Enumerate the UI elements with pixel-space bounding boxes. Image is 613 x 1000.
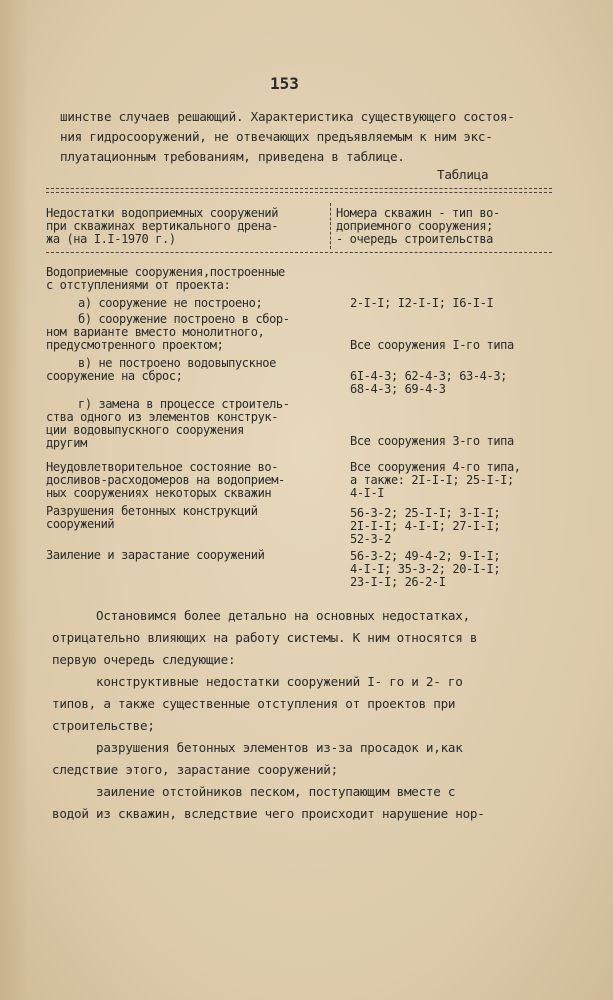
intro-line-1: шинстве случаев решающий. Характеристика существующего состоя- (60, 109, 515, 124)
header-bottom-rule (46, 252, 552, 253)
header-left-3: жа (на I.I-1970 г.) (46, 232, 176, 246)
intro-line-3: плуатационным требованиям, приведена в таблице. (60, 149, 405, 164)
row-f-right-1: 56-3-2; 25-I-I; 3-I-I; (350, 506, 501, 520)
table-top-rule (46, 188, 552, 189)
row-g-right-2: 4-I-I; 35-3-2; 20-I-I; (350, 562, 501, 576)
row-g-right-3: 23-I-I; 26-2-I (350, 575, 446, 589)
row-e-left-2: досливов-расходомеров на водоприем- (46, 473, 285, 487)
row-d-left-2: ства одного из элементов конструк- (46, 410, 279, 424)
header-left-1: Недостатки водоприемных сооружений (46, 206, 279, 220)
row-c-left-1: в) не построено водовыпускное (78, 356, 276, 370)
row-b-left-2: ном варианте вместо монолитного, (46, 325, 265, 339)
row-e-right-2: а также: 2I-I-I; 25-I-I; (350, 473, 514, 487)
body-line-1: Остановимся более детально на основных недостатках, (52, 608, 470, 623)
row-b-right-1: Все сооружения I-го типа (350, 338, 514, 352)
row-b-left-3: предусмотренного проектом; (46, 338, 224, 352)
row-c-left-2: сооружение на сброс; (46, 369, 183, 383)
header-column-separator (330, 203, 331, 249)
row-d-left-3: ции водовыпускного сооружения (46, 423, 244, 437)
row-c-right-1: 6I-4-3; 62-4-3; 63-4-3; (350, 369, 507, 383)
row-f-left-2: сооружений (46, 517, 115, 531)
body-line-8: следствие этого, зарастание сооружений; (52, 762, 338, 777)
row-e-right-1: Все сооружения 4-го типа, (350, 460, 521, 474)
table-caption: Таблица (437, 167, 489, 182)
row-f-right-2: 2I-I-I; 4-I-I; 27-I-I; (350, 519, 501, 533)
row-e-left-1: Неудовлетворительное состояние во- (46, 460, 279, 474)
row-d-left-4: другим (46, 436, 87, 450)
body-line-2: отрицательно влияющих на работу системы. К ним относятся в (52, 630, 478, 645)
group-title-2: с отступлениями от проекта: (46, 278, 231, 292)
row-d-right-1: Все сооружения 3-го типа (350, 434, 514, 448)
body-line-6: строительстве; (52, 718, 155, 733)
body-line-3: первую очередь следующие: (52, 652, 236, 667)
row-g-left-1: Заиление и зарастание сооружений (46, 548, 265, 562)
header-right-2: доприемного сооружения; (336, 219, 493, 233)
body-line-4: конструктивные недостатки сооружений I- го и 2- го (52, 674, 463, 689)
row-f-left-1: Разрушения бетонных конструкций (46, 504, 258, 518)
row-f-right-3: 52-3-2 (350, 532, 391, 546)
row-d-left-1: г) замена в процессе строитель- (78, 397, 290, 411)
header-right-1: Номера скважин - тип во- (336, 206, 500, 220)
intro-line-2: ния гидросооружений, не отвечающих предъявляемым к ним экс- (60, 129, 493, 144)
row-b-left-1: б) сооружение построено в сбор- (78, 312, 290, 326)
header-right-3: - очередь строительства (336, 232, 493, 246)
row-g-right-1: 56-3-2; 49-4-2; 9-I-I; (350, 549, 501, 563)
body-line-7: разрушения бетонных элементов из-за просадок и,как (52, 740, 463, 755)
header-left-2: при скважинах вертикального дрена- (46, 219, 279, 233)
table-top-rule-double (46, 192, 552, 193)
row-e-left-3: ных сооружениях некоторых скважин (46, 486, 272, 500)
page-number: 153 (270, 74, 299, 93)
body-line-10: водой из скважин, вследствие чего происходит нарушение нор- (52, 806, 485, 821)
row-a-left-1: а) сооружение не построено; (78, 296, 263, 310)
body-line-9: заиление отстойников песком, поступающим вместе с (52, 784, 456, 799)
row-e-right-3: 4-I-I (350, 486, 385, 500)
row-c-right-2: 68-4-3; 69-4-3 (350, 382, 446, 396)
row-a-right-1: 2-I-I; I2-I-I; I6-I-I (350, 296, 494, 310)
group-title-1: Водоприемные сооружения,построенные (46, 265, 285, 279)
body-line-5: типов, а также существенные отступления от проектов при (52, 696, 456, 711)
